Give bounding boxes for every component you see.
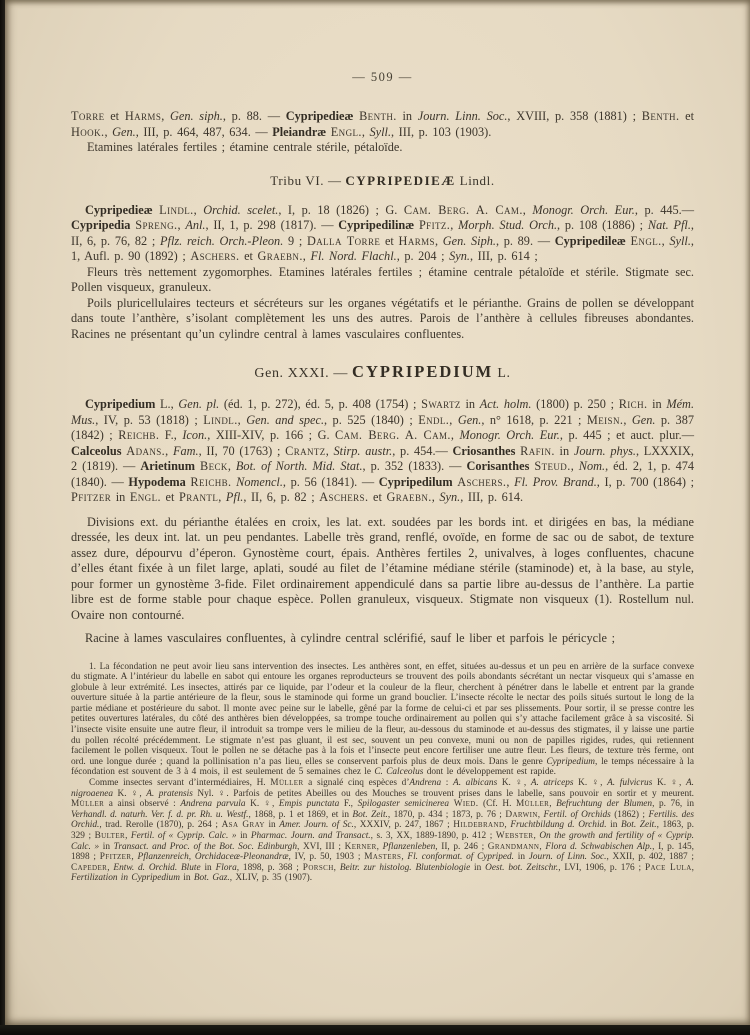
footnote-paragraph-2: Comme insectes servant d’intermédiaires, H. Müller a signalé cinq espèces d’Andrena : A. albicans K. ♀, A. atriceps K. ♀, A. fulvicrus K. ♀, A. nigroaenea K. ♀, A. pratensis Nyl. ♀. Parfois de petites Abeilles ou des Mouches se trouvent prises dans le labelle, sans pouvoir en sortir et y meurent. Müller a ainsi observé : Andrena parvula K. ♀, Empis punctata F., Spilogaster semicinerea Wied. (Cf. H. Müller, Befruchtung der Blumen, p. 76, in Verhandl. d. naturh. Ver. f. d. pr. Rh. u. Westf., 1868, p. 1 et 1869, et in Bot. Zeit., 1870, p. 434 ; 1873, p. 76 ; Darwin, Fertil. of Orchids (1862) ; Fertilis. des Orchid., trad. Rerolle (1870), p. 264 ; Asa Gray in Amer. Journ. of Sc., XXXIV, p. 247, 1867 ; Hildebrand, Fruchtbildung d. Orchid. in Bot. Zeit., 1863, p. 329 ; Bulter, Fertil. of « Cyprip. Calc. » in Pharmac. Journ. and Transact., s. 3, XX, 1889-1890, p. 412 ; Webster, On the growth and fertility of « Cyprip. Calc. » in Transact. and Proc. of the Bot. Soc. Edinburgh, XVI, III ; Kerner, Pflanzenleben, II, p. 246 ; Grandmann, Flora d. Schwabischen Alp., I, p. 145, 1898 ; Pfitzer, Pflanzenreich, Orchidaceæ-Pleonandræ, IV, p. 50, 1903 ; Masters, Fl. conformat. of Cypriped. in Journ. of Linn. Soc., XXII, p. 402, 1887 ; Capeder, Entw. d. Orchid. Blute in Flora, 1898, p. 368 ; Porsch, Beitr. zur histolog. Blutenbiologie in Oest. bot. Zeitschr., LVI, 1906, p. 176 ; Pace Lula, Fertilization in Cypripedium in Bot. Gaz., XLIV, p. 35 (1907). — [71, 778, 695, 884]
page-number: — 509 — — [352, 70, 413, 84]
cypripedium-synonymy: Cypripedium L., Gen. pl. (éd. 1, p. 272), éd. 5, p. 408 (1754) ; Swartz in Act. holm. (1800) p. 250 ; Rich. in Mém. Mus., IV, p. 53 (1818) ; Lindl., Gen. and spec., p. 525 (1840) ; Endl., Gen., n° 1618, p. 221 ; Meisn., Gen. p. 387 (1842) ; Reichb. F., Icon., XIII-XIV, p. 166 ; G. Cam. Berg. A. Cam., Monogr. Orch. Eur., p. 445 ; et auct. plur.—Calceolus Adans., Fam., II, 70 (1763) ; Crantz, Stirp. austr., p. 454.— Criosanthes Rafin. in Journ. phys., LXXXIX, 2 (1819). — Arietinum Beck, Bot. of North. Mid. Stat., p. 352 (1833). — Corisanthes Steud., Nom., éd. 2, 1, p. 474 (1840). — Hypodema Reichb. Nomencl., p. 56 (1841). — Cypripedilum Aschers., Fl. Prov. Brand., I, p. 700 (1864) ; Pfitzer in Engl. et Prantl, Pfl., II, 6, p. 82 ; Aschers. et Graebn., Syn., III, p. 614. — [71, 397, 695, 504]
poils-paragraph: Poils pluricellulaires tecteurs et sécréteurs sur les organes végétatifs et le périanthe. Grains de pollen se développant dans toute l’anthère, s’isolant complètement les uns des autres. Parois de l’anthère à cellules fibreuses abondantes. Racines ne présentant qu’un cylindre central à lames vasculaires confluentes. — [71, 295, 694, 341]
footnote-paragraph-1: 1. La fécondation ne peut avoir lieu sans intervention des insectes. Les anthères sont, en effet, situées au-dessus et un peu en arrière de la surface convexe du stigmate. A l’intérieur du labelle en sabot qui entoure les organes reproducteurs se trouvent des poils abondants sécrétant un nectar visqueux qui s’amasse en globule à leur extrémité. Les insectes, attirés par ce liquide, par l’odeur et la couleur de la fleur, cherchent à pénétrer dans le labelle et entrent par la grande ouverture située à la partie antérieure de la fleur, sous le staminode qui forme un grand bouclier. L’insecte récolte le nectar des poils situés surtout le long de la partie médiane et postérieure du sabot. Il monte avec peine sur le labelle, gêné par la forme de celui-ci et par ses plissements. Pour sortir, il se presse contre les petites ouvertures latérales, du côté des anthères bien développées, sa trompe touche ordinairement au pollen qui s’y attache facilement grâce à sa viscosité. Si l’insecte visite ensuite une autre fleur, il introduit sa trompe vers le milieu de la fleur, au-dessous du staminode et au-dessus des stigmates, il y laisse une partie du pollen récolté précédemment. Le stigmate n’est pas gluant, il est sec, souvent un peu convexe, muni ou non de papilles rigides, rudes, qui retiennent facilement le pollen visqueux. Tout le pollen ne se détache pas à la fois et l’insecte peut encore fertiliser une autre fleur. Les fleurs, de texture très ferme, ont ord. une longue durée ; quand la pollinisation n’a pas lieu, elles se conservent parfois plus de deux mois. Dans le genre Cypripedium, le temps nécessaire à la fécondation est souvent de 3 à 4 mois, il est seulement de 5 semaines chez le C. Calceolus dont le développement est rapide. — [71, 661, 694, 778]
etamines-paragraph: Etamines latérales fertiles ; étamine centrale stérile, pétaloïde. — [87, 140, 403, 154]
divisions-paragraph: Divisions ext. du périanthe étalées en croix, les lat. ext. soudées par les bords int. et dirigées en bas, la médiane dressée, les deux int. lat. un peu pendantes. Labelle très grand, renflé, ovoïde, en forme de sac ou de sabot, de texture assez dure, dépourvu d’éperon. Gynostème court, épais. Anthères fertiles 2, univalves, à loges confluentes, chacune d’elles étant fixée à un filet large, aplati, soudé au filet de l’étamine médiane stérile (staminode) et, à la base, au style, pour former un gynostème 3-fide. Filet ordinairement appendiculé dans sa partie libre au-dessus de l’anthère. La partie libre est de forme stable pour chaque espèce. Pollen granuleux, visqueux. Stigmate non visqueux (1). Rostellum nul. Ovaire non contourné. — [71, 514, 694, 622]
footnote — [71, 662, 694, 884]
genus-heading: Gen. XXXI. — CYPRIPEDIUM L. — [254, 362, 511, 381]
cypripedieae-synonymy: Cypripedieæ Lindl., Orchid. scelet., I, p. 18 (1826) ; G. Cam. Berg. A. Cam., Monogr. Orch. Eur., p. 445.— Cypripedia Spreng., Anl., II, 1, p. 298 (1817). — Cypripedilinæ Pfitz., Morph. Stud. Orch., p. 108 (1886) ; Nat. Pfl., II, 6, p. 76, 82 ; Pflz. reich. Orch.-Pleon. 9 ; Dalla Torre et Harms, Gen. Siph., p. 89. — Cypripedileæ Engl., Syll., 1, Aufl. p. 90 (1892) ; Aschers. et Graebn., Fl. Nord. Flachl., p. 204 ; Syn., III, p. 614 ; — [71, 202, 695, 263]
tribu-heading: Tribu VI. — CYPRIPEDIEÆ Lindl. — [270, 172, 495, 188]
continuation-paragraph: Torre et Harms, Gen. siph., p. 88. — Cypripedieæ Benth. in Journ. Linn. Soc., XVIII, p. 358 (1881) ; Benth. et Hook., Gen., III, p. 464, 487, 634. — Pleiandræ Engl., Syll., III, p. 103 (1903). — [71, 109, 695, 139]
page-scan — [5, 0, 750, 1025]
racine-paragraph: Racine à lames vasculaires confluentes, à cylindre central sclérifié, sauf le liber et parfois le péricycle ; — [85, 631, 615, 645]
scan-edge-left — [0, 0, 5, 1035]
scan-edge-bottom — [0, 1025, 750, 1035]
fleurs-paragraph: Fleurs très nettement zygomorphes. Etamines latérales fertiles ; étamine centrale pétaloïde et stérile. Stigmate sec. Pollen visqueux, granuleux. — [71, 264, 694, 294]
